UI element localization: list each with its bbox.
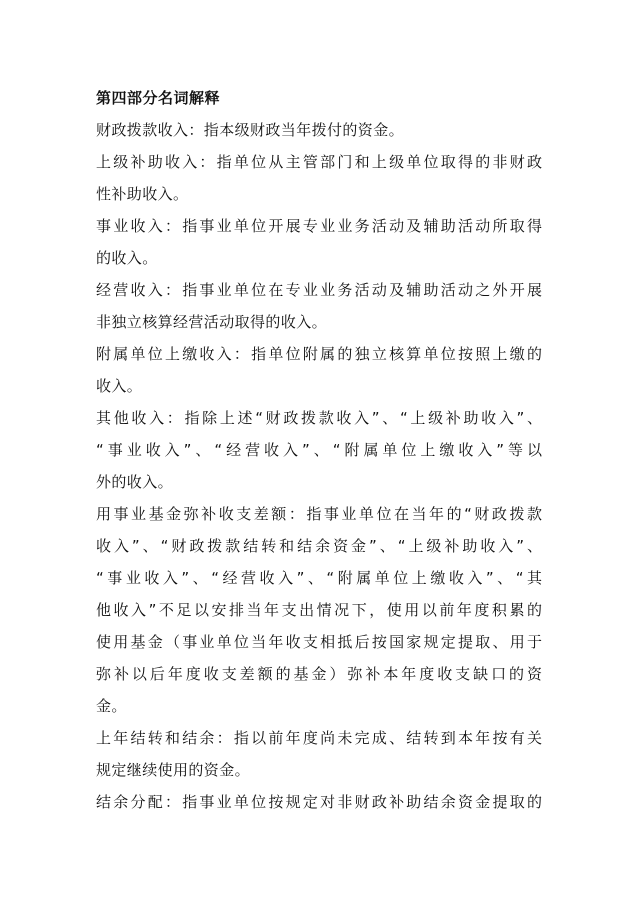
paragraph-line: 附属单位上缴收入：指单位附属的独立核算单位按照上缴的 (96, 345, 542, 363)
paragraph-line: 其他收入：指除上述“财政拨款收入”、“上级补助收入”、 (96, 409, 542, 427)
paragraph-line: 性补助收入。 (96, 185, 189, 203)
paragraph-line: 结余分配：指事业单位按规定对非财政补助结余资金提取的 (96, 793, 542, 811)
paragraph-line: 规定继续使用的资金。 (96, 761, 251, 779)
paragraph-line: 外的收入。 (96, 473, 174, 491)
paragraph-line: 用事业基金弥补收支差额：指事业单位在当年的“财政拨款 (96, 505, 542, 523)
paragraph-line: 他收入”不足以安排当年支出情况下，使用以前年度积累的 (96, 601, 542, 619)
section-title: 第四部分名词解释 (96, 89, 221, 107)
paragraph-line: “事业收入”、“经营收入”、“附属单位上缴收入”、“其 (96, 569, 542, 587)
paragraph-line: 弥补以后年度收支差额的基金）弥补本年度收支缺口的资 (96, 665, 542, 683)
paragraph-line: 的收入。 (96, 249, 158, 267)
paragraph-line: 金。 (96, 697, 127, 715)
paragraph-line: 上年结转和结余：指以前年度尚未完成、结转到本年按有关 (96, 729, 542, 747)
paragraph-line: 收入”、“财政拨款结转和结余资金”、“上级补助收入”、 (96, 537, 542, 555)
paragraph-line: 上级补助收入：指单位从主管部门和上级单位取得的非财政 (96, 153, 542, 171)
paragraph-line: 经营收入：指事业单位在专业业务活动及辅助活动之外开展 (96, 281, 542, 299)
paragraph-line: 使用基金（事业单位当年收支相抵后按国家规定提取、用于 (96, 633, 542, 651)
paragraph-line: 财政拨款收入：指本级财政当年拨付的资金。 (96, 121, 405, 139)
paragraph-line: 非独立核算经营活动取得的收入。 (96, 313, 328, 331)
paragraph-line: 事业收入：指事业单位开展专业业务活动及辅助活动所取得 (96, 217, 542, 235)
paragraph-line: 收入。 (96, 377, 143, 395)
paragraph-line: “事业收入”、“经营收入”、“附属单位上缴收入”等以 (96, 441, 542, 459)
document-body (96, 82, 542, 818)
